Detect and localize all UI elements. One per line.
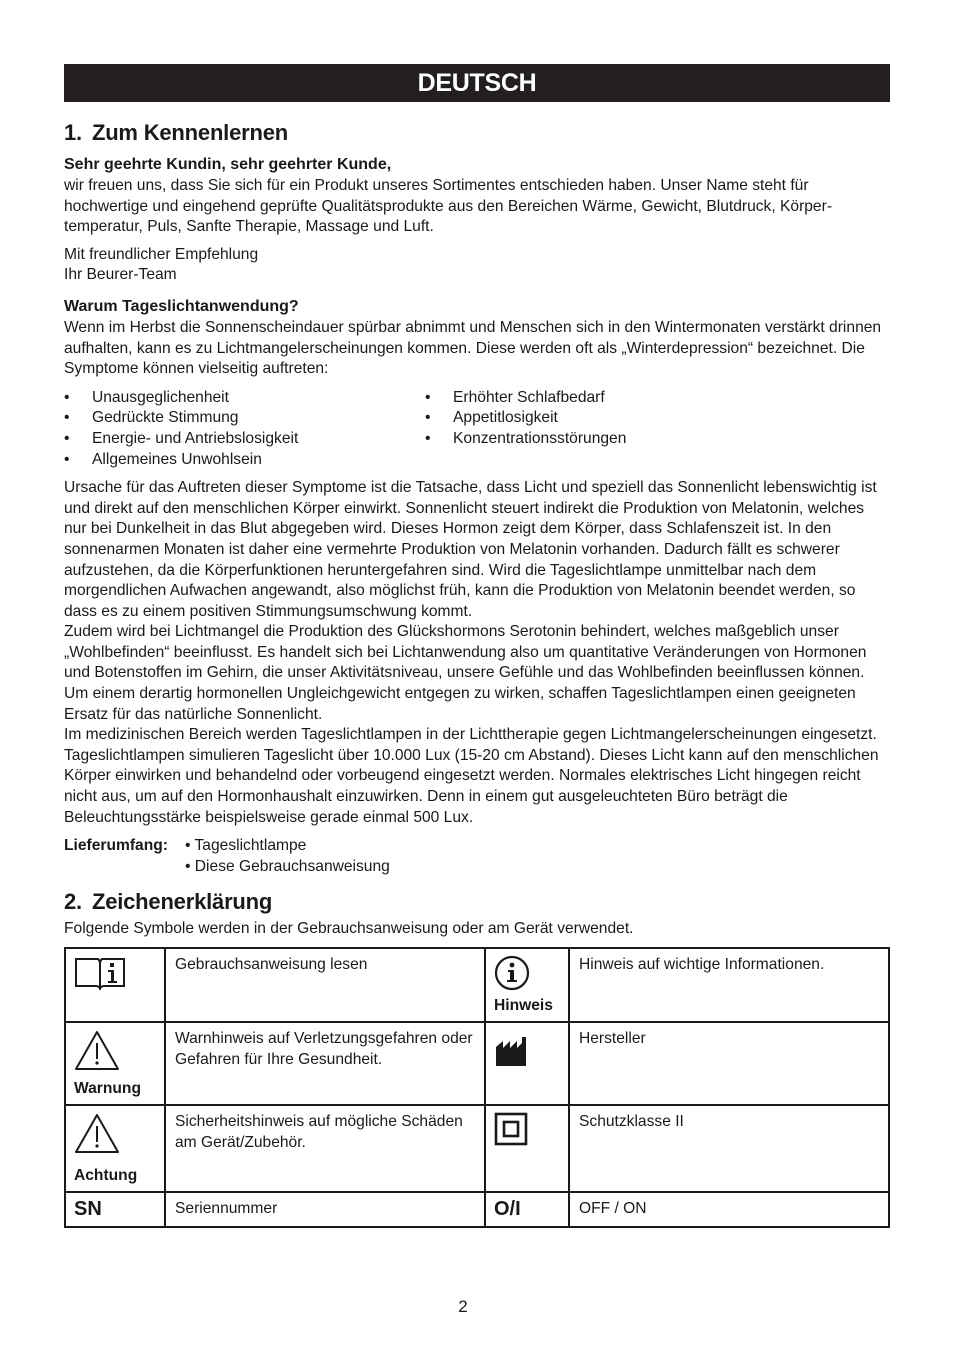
symbol-label: Hinweis — [494, 997, 553, 1015]
list-item: • Gedrückte Stimmung — [64, 408, 425, 429]
list-item: • Unausgeglichenheit — [64, 388, 425, 409]
symbol-label: Warnung — [74, 1080, 141, 1098]
symbol-cell — [65, 948, 165, 1022]
symptom-list-right — [425, 388, 626, 470]
symbol-cell — [485, 1022, 569, 1105]
cause-paragraph: Ursache für das Auftreten dieser Symptome ist die Tatsache, dass Licht und speziell das Sonnenlicht lebenswichtig ist und direkt auf den menschlichen Körper einwirkt. Sonnenlicht steuert indirekt die Produktion von Melatonin, welches nur bei Dunkelheit in das Blut abgegeben wird. Dieses Hormon zeigt dem Körper, dass Schlafenszeit ist. In den sonnenarmen Monaten ist daher eine vermehrte Produktion von Melatonin vorhanden. Dadurch fällt es schwerer aufzustehen, da die Körperfunktionen heruntergefahren sind. Wird die Tageslichtlampe unmittelbar nach dem morgendlichen Aufwachen angewandt, also möglichst früh, kann die Produktion von Melatonin beendet werden, so dass es zu einem positiven Stimmungsumschwung kommt. — [64, 479, 877, 620]
language-banner: DEUTSCH — [64, 64, 890, 102]
closing-line: Mit freundlicher Empfehlung — [64, 245, 259, 263]
why-paragraph: Wenn im Herbst die Sonnenscheindauer spürbar abnimmt und Menschen sich in den Wintermonaten verstärkt drinnen aufhalten, kann es zu Lichtmangelerscheinungen kommen. Diese werden oft als „Winterdepression“ bezeichnet. Die Symptome können vielseitig auftreten: — [64, 318, 882, 378]
table-row — [65, 1192, 889, 1227]
symbol-description: OFF / ON — [569, 1192, 889, 1227]
list-item: • Allgemeines Unwohlsein — [64, 450, 425, 471]
symbol-cell — [65, 1022, 165, 1105]
symbol-cell — [485, 1105, 569, 1192]
section-title: Zeichenerklärung — [91, 889, 273, 915]
closing-signature: Ihr Beurer-Team — [64, 266, 177, 284]
symptom-list — [64, 388, 890, 470]
subheading-why: Warum Tageslichtanwendung? — [64, 297, 299, 315]
page-number: 2 — [458, 1297, 468, 1316]
document-page — [64, 64, 890, 1228]
list-item: • Erhöhter Schlafbedarf — [425, 388, 626, 409]
symbol-description: Hinweis auf wichtige Informationen. — [569, 948, 889, 1022]
symbol-description: Seriennummer — [165, 1192, 485, 1227]
serotonin-paragraph: Zudem wird bei Lichtmangel die Produktion des Glückshormons Serotonin behindert, welches maßgeblich unser „Wohlbefinden“ beeinflusst. Es handelt sich bei Lichtanwendung also um quantitative Veränderungen von Hormonen und Botenstoffen im Gehirn, die unser Aktivitätsniveau, unsere Gefühle und das Wohlbefinden beeinflussen können. Um einem derartig hormonellen Ungleichgewicht entgegen zu wirken, schaffen Tageslichtlampen einen geeigneten Ersatz für das natürliche Sonnenlicht. — [64, 623, 867, 723]
scope-items — [185, 836, 390, 877]
section-number: 1. — [64, 120, 82, 145]
symbol-cell — [485, 1192, 569, 1227]
section-title: Zum Kennenlernen — [91, 120, 288, 145]
serial-number-symbol: SN — [74, 1198, 102, 1220]
symbol-description: Sicherheitshinweis auf mögliche Schäden am Gerät/Zubehör. — [165, 1105, 485, 1192]
scope-item: • Tageslichtlampe — [185, 837, 307, 855]
symbols-intro: Folgende Symbole werden in der Gebrauchsanweisung oder am Gerät verwendet. — [64, 920, 634, 938]
intro-paragraph: wir freuen uns, dass Sie sich für ein Produkt unseres Sortimentes entschieden haben. Unser Name steht für hochwertige und eingehend geprüfte Qualitätsprodukte aus den Bereichen Wärme, Gewicht, Blutdruck, Körpertemperatur, Puls, Sanfte Therapie, Massage und Luft. — [64, 177, 833, 236]
list-item: • Konzentrationsstörungen — [425, 429, 626, 450]
manual-book-icon — [74, 978, 126, 995]
off-on-symbol: O/I — [494, 1198, 521, 1220]
caution-triangle-icon — [74, 1141, 120, 1158]
scope-label: Lieferumfang: — [64, 837, 168, 855]
symbols-table — [64, 947, 890, 1228]
symbol-cell — [65, 1105, 165, 1192]
symbol-description: Warnhinweis auf Verletzungsgefahren oder Gefahren für Ihre Gesundheit. — [165, 1022, 485, 1105]
symbol-label: Achtung — [74, 1167, 138, 1185]
table-row — [65, 1105, 889, 1192]
table-row — [65, 948, 889, 1022]
symptom-list-left — [64, 388, 425, 470]
manufacturer-icon — [494, 1054, 528, 1071]
table-row — [65, 1022, 889, 1105]
list-item: • Appetitlosigkeit — [425, 408, 626, 429]
symbol-cell — [65, 1192, 165, 1227]
symbol-description: Gebrauchsanweisung lesen — [165, 948, 485, 1022]
list-item: • Energie- und Antriebslosigkeit — [64, 429, 425, 450]
symbol-cell — [485, 948, 569, 1022]
warning-triangle-icon — [74, 1058, 120, 1075]
section-1-heading — [64, 120, 890, 146]
symbol-description: Hersteller — [569, 1022, 889, 1105]
greeting: Sehr geehrte Kundin, sehr geehrter Kunde, — [64, 156, 392, 173]
protection-class-ii-icon — [494, 1133, 528, 1150]
section-number: 2. — [64, 889, 82, 915]
medical-paragraph: Im medizinischen Bereich werden Tageslichtlampen in der Lichttherapie gegen Lichtmangelerscheinungen eingesetzt. Tageslichtlampen simulieren Tageslicht über 10.000 Lux (15-20 cm Abstand). Dieses Licht kann auf den menschlichen Körper einwirken und behandelnd oder vorbeugend eingesetzt werden. Normales elektrisches Licht hingegen reicht nicht aus, um auf den Hormonhaushalt einzuwirken. Denn in einem gut ausgeleuchteten Büro beträgt die Beleuchtungsstärke beispielsweise gerade einmal 500 Lux. — [64, 726, 879, 826]
scope-of-delivery — [64, 836, 890, 877]
info-icon — [494, 978, 530, 995]
symbol-description: Schutzklasse II — [569, 1105, 889, 1192]
section-2-heading — [64, 889, 890, 915]
scope-item: • Diese Gebrauchsanweisung — [185, 857, 390, 875]
